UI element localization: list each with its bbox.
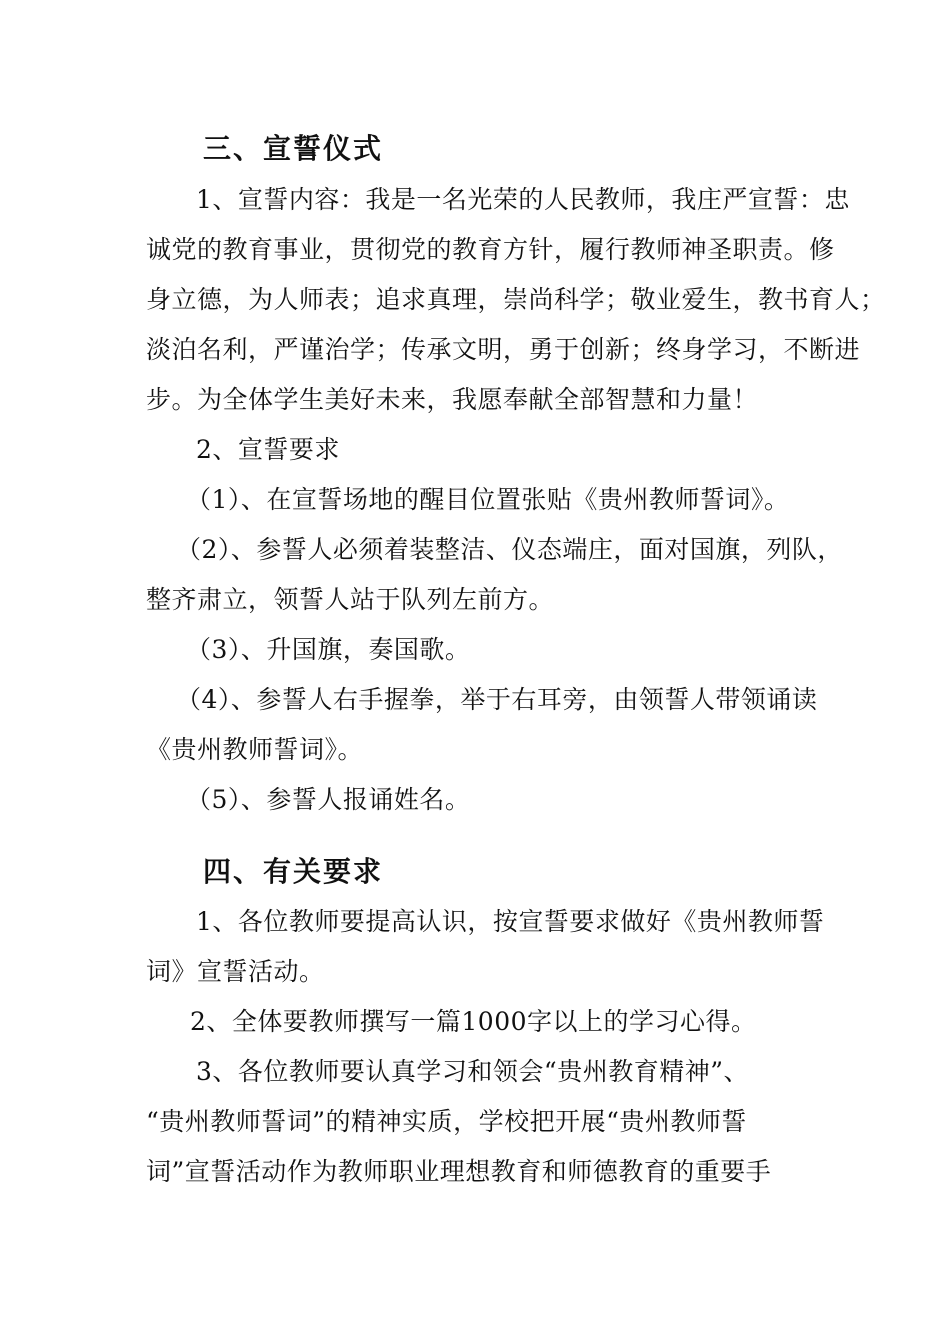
requirement-5: （5）、参誓人报诵姓名。 [186,785,471,814]
oath-content-line-5: 步。为全体学生美好未来，我愿奉献全部智慧和力量！ [146,385,759,414]
section-4-item-2: 2、全体要教师撰写一篇1000字以上的学习心得。 [190,1007,757,1036]
section-4-item-1-line-1: 1、各位教师要提高认识，按宣誓要求做好《贵州教师誓 [196,907,825,936]
section-4-heading: 四、有关要求 [203,855,384,888]
oath-content-line-1: 1、宣誓内容：我是一名光荣的人民教师，我庄严宣誓：忠 [196,185,850,214]
section-4-item-3-line-2: “贵州教师誓词”的精神实质，学校把开展“贵州教师誓 [146,1107,747,1136]
oath-content-line-4: 淡泊名利，严谨治学；传承文明，勇于创新；终身学习，不断进 [146,335,861,364]
requirement-4-line-2: 《贵州教师誓词》。 [146,735,364,764]
section-4-item-3-line-1: 3、各位教师要认真学习和领会“贵州教育精神”、 [196,1057,749,1086]
section-4-item-1-line-2: 词》宣誓活动。 [146,957,325,986]
requirement-4-line-1: （4）、参誓人右手握拳，举于右耳旁，由领誓人带领诵读 [176,685,818,714]
requirement-2-line-2: 整齐肃立，领誓人站于队列左前方。 [146,585,555,614]
oath-content-line-2: 诚党的教育事业，贯彻党的教育方针，履行教师神圣职责。修 [146,235,835,264]
section-3-heading: 三、宣誓仪式 [203,132,384,165]
requirement-1: （1）、在宣誓场地的醒目位置张贴《贵州教师誓词》。 [186,485,790,514]
requirement-2-line-1: （2）、参誓人必须着装整洁、仪态端庄，面对国旗，列队， [176,535,843,564]
oath-content-line-3: 身立德，为人师表；追求真理，崇尚科学；敬业爱生，教书育人； [146,285,886,314]
section-4-item-3-line-3: 词”宣誓活动作为教师职业理想教育和师德教育的重要手 [146,1157,772,1186]
oath-requirements-title: 2、宣誓要求 [196,435,340,464]
requirement-3: （3）、升国旗，奏国歌。 [186,635,471,664]
